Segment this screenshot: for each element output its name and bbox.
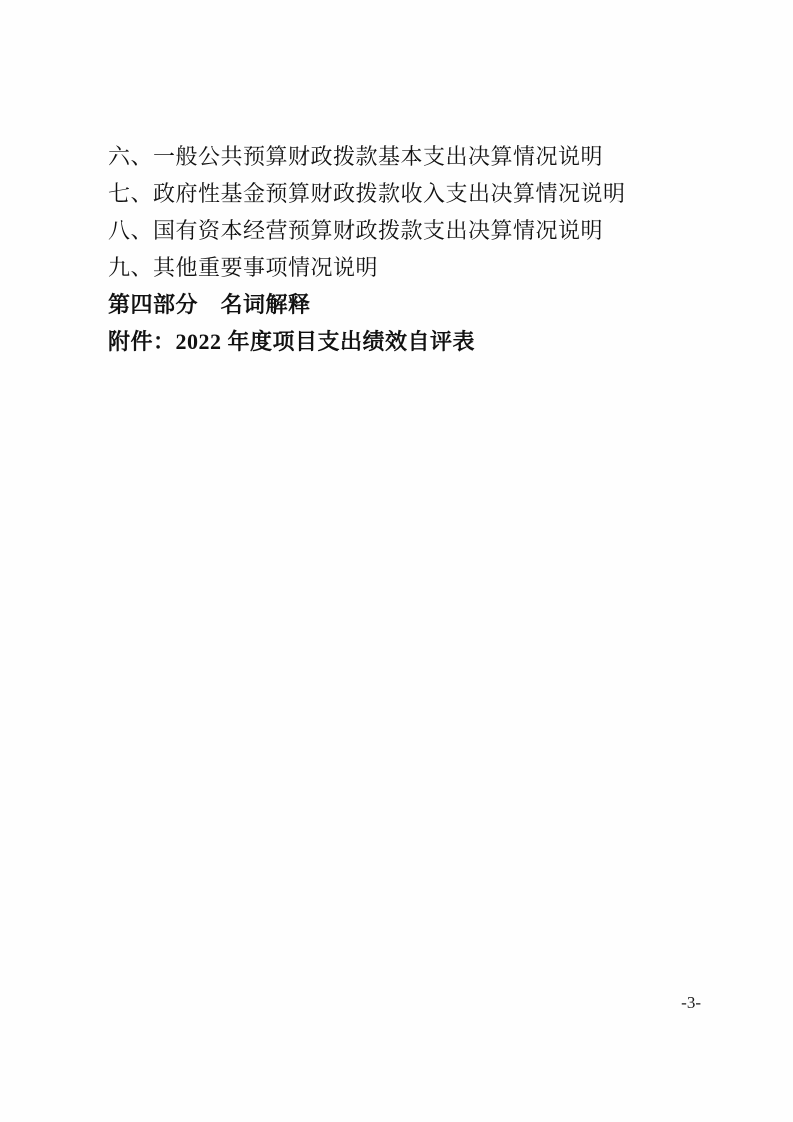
toc-entry-7: 七、政府性基金预算财政拨款收入支出决算情况说明 bbox=[108, 181, 626, 206]
toc-entry-8: 八、国有资本经营预算财政拨款支出决算情况说明 bbox=[108, 218, 604, 243]
toc-entry-part-four: 第四部分 名词解释 bbox=[108, 292, 311, 317]
toc-entry-9: 九、其他重要事项情况说明 bbox=[108, 255, 379, 280]
page-number: -3- bbox=[681, 993, 701, 1012]
toc-entry-6: 六、一般公共预算财政拨款基本支出决算情况说明 bbox=[108, 144, 604, 169]
toc-entry-attachment: 附件：2022 年度项目支出绩效自评表 bbox=[108, 329, 476, 354]
table-of-contents bbox=[108, 138, 688, 360]
